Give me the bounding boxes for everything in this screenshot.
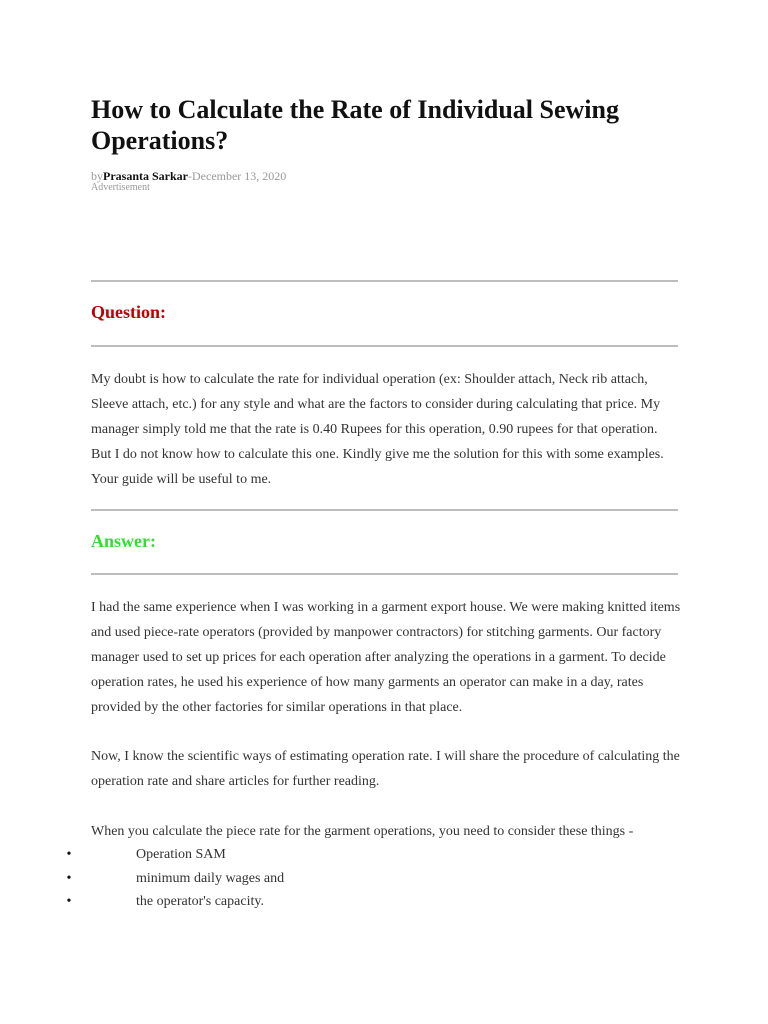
author-link[interactable]: Prasanta Sarkar <box>103 169 188 183</box>
advertisement-label: Advertisement <box>91 182 150 193</box>
answer-heading: Answer: <box>91 531 156 551</box>
question-body: My doubt is how to calculate the rate for individual operation (ex: Shoulder attach, Neck rib attach, Sleeve attach, etc.) for any style and what are the factors to consider during calculating that price. My manager simply told me that the rate is 0.40 Rupees for this operation, 0.90 rupees for that operation. But I do not know how to calculate this one. Kindly give me the solution for this with some examples. Your guide will be useful to me. <box>91 372 664 487</box>
bullet-dot-icon: • <box>66 894 72 909</box>
publish-date: December 13, 2020 <box>192 169 287 183</box>
bullet-dot-icon: • <box>66 847 72 862</box>
article-byline <box>91 169 286 183</box>
article-title: How to Calculate the Rate of Individual Sewing Operations? <box>91 95 619 155</box>
byline-separator: - <box>188 169 192 183</box>
bullet-dot-icon: • <box>66 870 72 886</box>
considerations-list <box>64 843 284 914</box>
divider <box>91 573 678 575</box>
list-item <box>64 843 284 867</box>
answer-paragraph: Now, I know the scientific ways of estimating operation rate. I will share the procedure of calculating the operation rate and share articles for further reading. <box>91 749 680 789</box>
divider <box>91 345 678 347</box>
divider <box>91 280 678 282</box>
list-item <box>64 867 284 891</box>
byline-prefix: by <box>91 169 103 183</box>
list-item-text: minimum daily wages and <box>136 870 285 886</box>
divider <box>91 509 678 511</box>
list-item <box>64 890 284 914</box>
question-heading: Question: <box>91 302 167 322</box>
list-item-text: the operator's capacity. <box>136 894 264 909</box>
answer-paragraph: When you calculate the piece rate for the garment operations, you need to consider these things - <box>91 824 634 839</box>
answer-paragraph: I had the same experience when I was working in a garment export house. We were making knitted items and used piece-rate operators (provided by manpower contractors) for stitching garments. Our factory manager used to set up prices for each operation after analyzing the operations in a garment. To decide operation rates, he used his experience of how many garments an operator can make in a day, rates provided by the other factories for similar operations in that place. <box>91 600 681 715</box>
list-item-text: Operation SAM <box>136 847 226 862</box>
